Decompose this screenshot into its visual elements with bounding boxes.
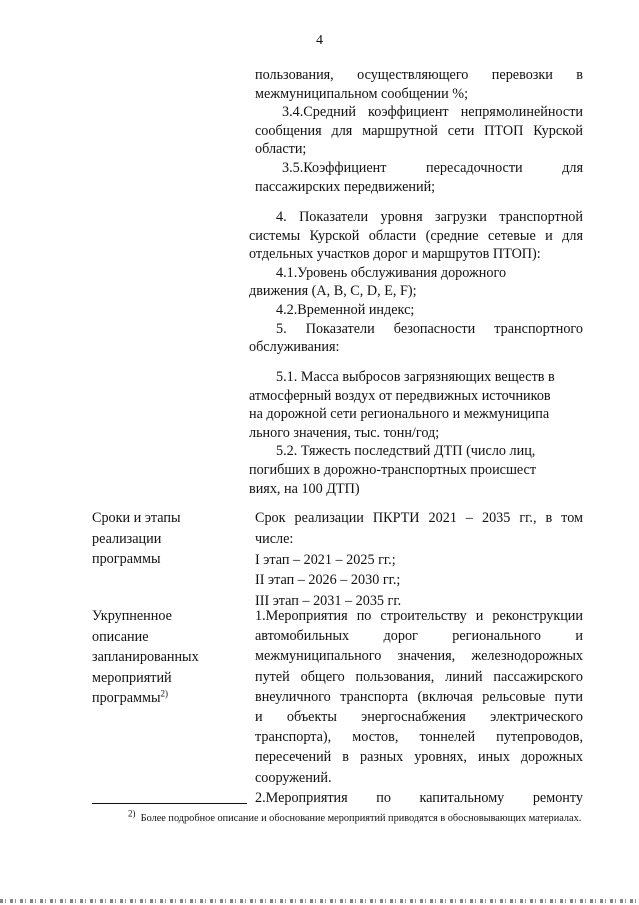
label-text: описание bbox=[92, 628, 149, 645]
activities-line: 1.Мероприятия по строительству и реконструкции bbox=[255, 608, 583, 624]
upper-line: области; bbox=[255, 141, 307, 158]
upper-line: пассажирских передвижений; bbox=[255, 178, 436, 195]
terms-line: Срок реализации ПКРТИ 2021 – 2035 гг., в том bbox=[255, 510, 583, 526]
activities-line: внеуличного транспорта (включая рельсовые пути bbox=[255, 688, 583, 705]
label-text: Укрупненное bbox=[92, 608, 172, 624]
emissions-line: погибших в дорожно-транспортных происшест bbox=[249, 461, 537, 478]
activities-line: и объекты энергоснабжения электрического bbox=[255, 709, 583, 726]
emissions-line: 5.2. Тяжесть последствий ДТП (число лиц, bbox=[276, 443, 536, 460]
footnote-separator bbox=[92, 803, 247, 804]
label-line bbox=[92, 668, 199, 689]
emissions-line: льного значения, тыс. тонн/год; bbox=[249, 424, 440, 441]
label-text: запланированных bbox=[92, 649, 199, 665]
upper-text-block bbox=[255, 66, 583, 196]
upper-line: пользования, осуществляющего перевозки в bbox=[255, 67, 583, 83]
activities-text-block bbox=[255, 606, 583, 808]
footnote-marker: 2) bbox=[128, 808, 136, 819]
emissions-line: 5.1. Масса выбросов загрязняющих веществ в bbox=[276, 369, 555, 385]
emissions-line: на дорожной сети регионального и межмуниципа bbox=[249, 406, 550, 423]
middle-line: системы Курской области (средние сетевые и для bbox=[249, 227, 583, 244]
emissions-text-block bbox=[249, 368, 583, 498]
scan-artifact-strip bbox=[0, 899, 639, 903]
footnote bbox=[92, 810, 582, 827]
label-line bbox=[92, 627, 199, 648]
label-line bbox=[92, 688, 199, 709]
middle-line: 4.2.Временной индекс; bbox=[276, 301, 415, 318]
footnote-text: Более подробное описание и обоснование мероприятий приводятся в обосновывающих материалах. bbox=[140, 813, 582, 824]
label-line bbox=[92, 508, 181, 529]
upper-line: межмуниципальном сообщении %; bbox=[255, 85, 469, 102]
page-number: 4 bbox=[316, 33, 323, 48]
label-text: мероприятий bbox=[92, 669, 172, 686]
activities-line: пересечений в разных уровнях, иных дорожных bbox=[255, 749, 583, 766]
label-line bbox=[92, 647, 199, 668]
activities-line: межмуниципального значения, железнодорожных bbox=[255, 648, 583, 665]
label-text: программы bbox=[92, 551, 161, 567]
upper-line: 3.5.Коэффициент пересадочности для bbox=[282, 159, 583, 176]
terms-label bbox=[92, 508, 181, 570]
middle-line: обслуживания: bbox=[249, 339, 340, 356]
activities-line: путей общего пользования, линий пассажирского bbox=[255, 668, 583, 685]
terms-text-block bbox=[255, 508, 583, 612]
label-text: Сроки и этапы bbox=[92, 510, 181, 526]
middle-line: 4. Показатели уровня загрузки транспортной bbox=[276, 209, 583, 225]
middle-line: движения (А, В, С, D, Е, F); bbox=[249, 283, 417, 300]
label-line bbox=[92, 606, 199, 627]
activities-label bbox=[92, 606, 199, 709]
terms-line: II этап – 2026 – 2030 гг.; bbox=[255, 572, 401, 589]
label-line bbox=[92, 529, 181, 550]
middle-line: отдельных участков дорог и маршрутов ПТОП): bbox=[249, 246, 541, 263]
activities-line: 2.Мероприятия по капитальному ремонту bbox=[255, 789, 583, 806]
upper-line: 3.4.Средний коэффициент непрямолинейности bbox=[282, 104, 583, 121]
activities-line: сооружений. bbox=[255, 769, 332, 786]
middle-line: 4.1.Уровень обслуживания дорожного bbox=[276, 264, 507, 281]
middle-line: 5. Показатели безопасности транспортного bbox=[276, 320, 583, 337]
upper-line: сообщения для маршрутной сети ПТОП Курской bbox=[255, 122, 583, 139]
emissions-line: виях, на 100 ДТП) bbox=[249, 480, 360, 497]
activities-line: автомобильных дорог регионального и bbox=[255, 628, 583, 645]
footnote-reference: 2) bbox=[160, 688, 168, 699]
terms-line: I этап – 2021 – 2025 гг.; bbox=[255, 551, 396, 568]
terms-line: III этап – 2031 – 2035 гг. bbox=[255, 593, 402, 610]
terms-line: числе: bbox=[255, 530, 294, 547]
label-text: программы bbox=[92, 690, 161, 706]
activities-line: транспорта), мостов, тоннелей путепроводов, bbox=[255, 729, 583, 746]
label-line bbox=[92, 549, 181, 570]
label-text: реализации bbox=[92, 530, 162, 547]
emissions-line: атмосферный воздух от передвижных источников bbox=[249, 387, 551, 404]
middle-text-block bbox=[249, 208, 583, 357]
